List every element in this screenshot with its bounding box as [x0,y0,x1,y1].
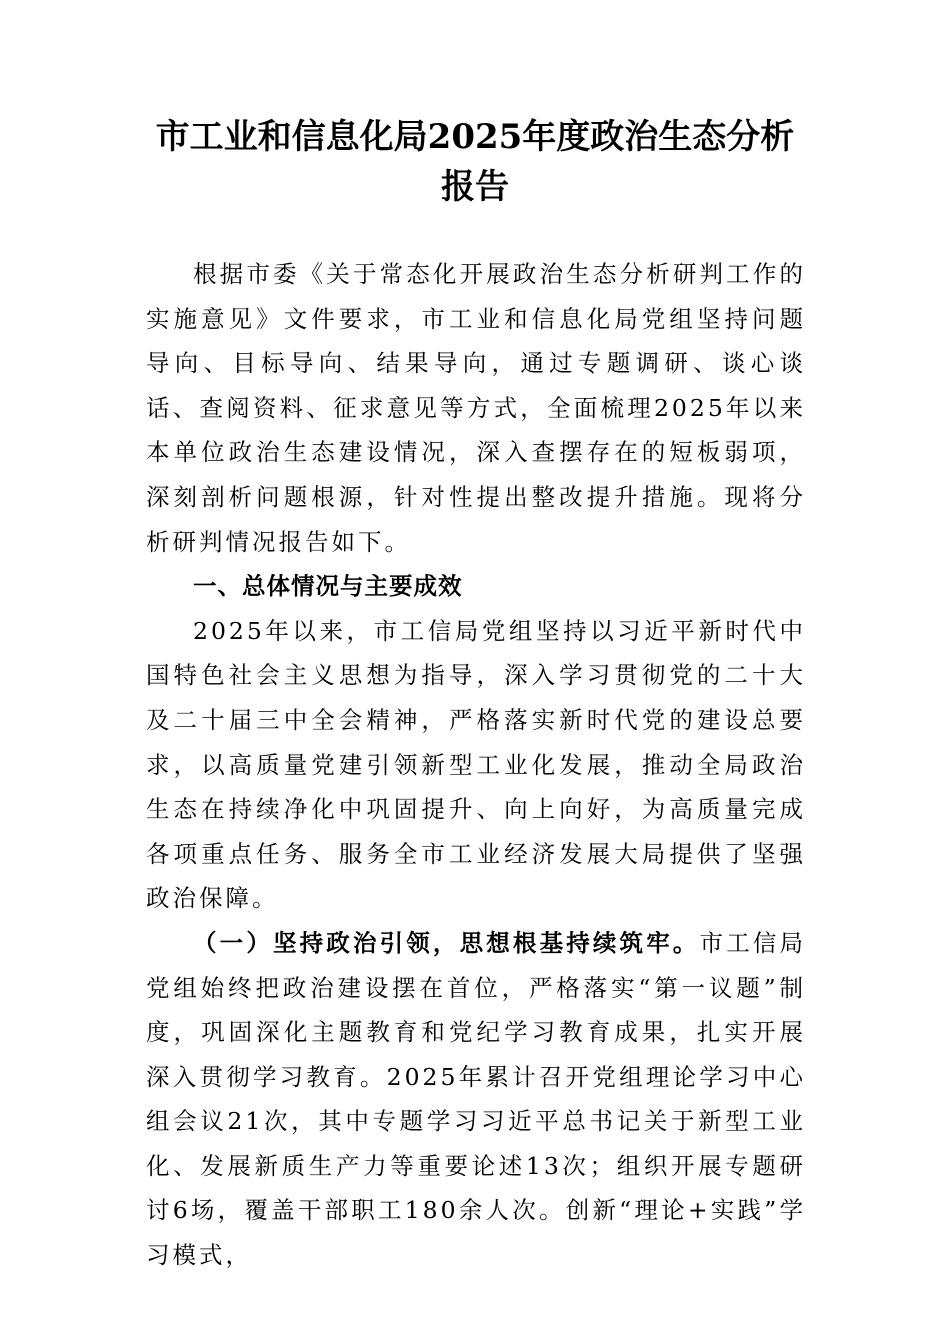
section-heading-1: 一、总体情况与主要成效 [193,572,463,601]
subsection1-paragraph [146,921,806,1278]
document-body [146,252,806,1278]
subsection1-lead: （一）坚持政治引领，思想根基持续筑牢。 [193,928,700,957]
document-title: 市工业和信息化局2025年度政治生态分析报告 [155,117,795,207]
subsection1-text: 市工信局党组始终把政治建设摆在首位，严格落实“第一议题”制度，巩固深化主题教育和党纪学习教育成果，扎实开展深入贯彻学习教育。2025年累计召开党组理论学习中心组会议21次，其中专题学习习近平总书记关于新型工业化、发展新质生产力等重要论述13次；组织开展专题研讨6场，覆盖干部职工180余人次。创新“理论+实践”学习模式， [146,928,807,1270]
section1-paragraph: 2025年以来，市工信局党组坚持以习近平新时代中国特色社会主义思想为指导，深入学习贯彻党的二十大及二十届三中全会精神，严格落实新时代党的建设总要求，以高质量党建引领新型工业化发展，推动全局政治生态在持续净化中巩固提升、向上向好，为高质量完成各项重点任务、服务全市工业经济发展大局提供了坚强政治保障。 [146,616,806,913]
intro-paragraph: 根据市委《关于常态化开展政治生态分析研判工作的实施意见》文件要求，市工业和信息化局党组坚持问题导向、目标导向、结果导向，通过专题调研、谈心谈话、查阅资料、征求意见等方式，全面梳理2025年以来本单位政治生态建设情况，深入查摆存在的短板弱项，深刻剖析问题根源，针对性提出整改提升措施。现将分析研判情况报告如下。 [146,260,806,556]
